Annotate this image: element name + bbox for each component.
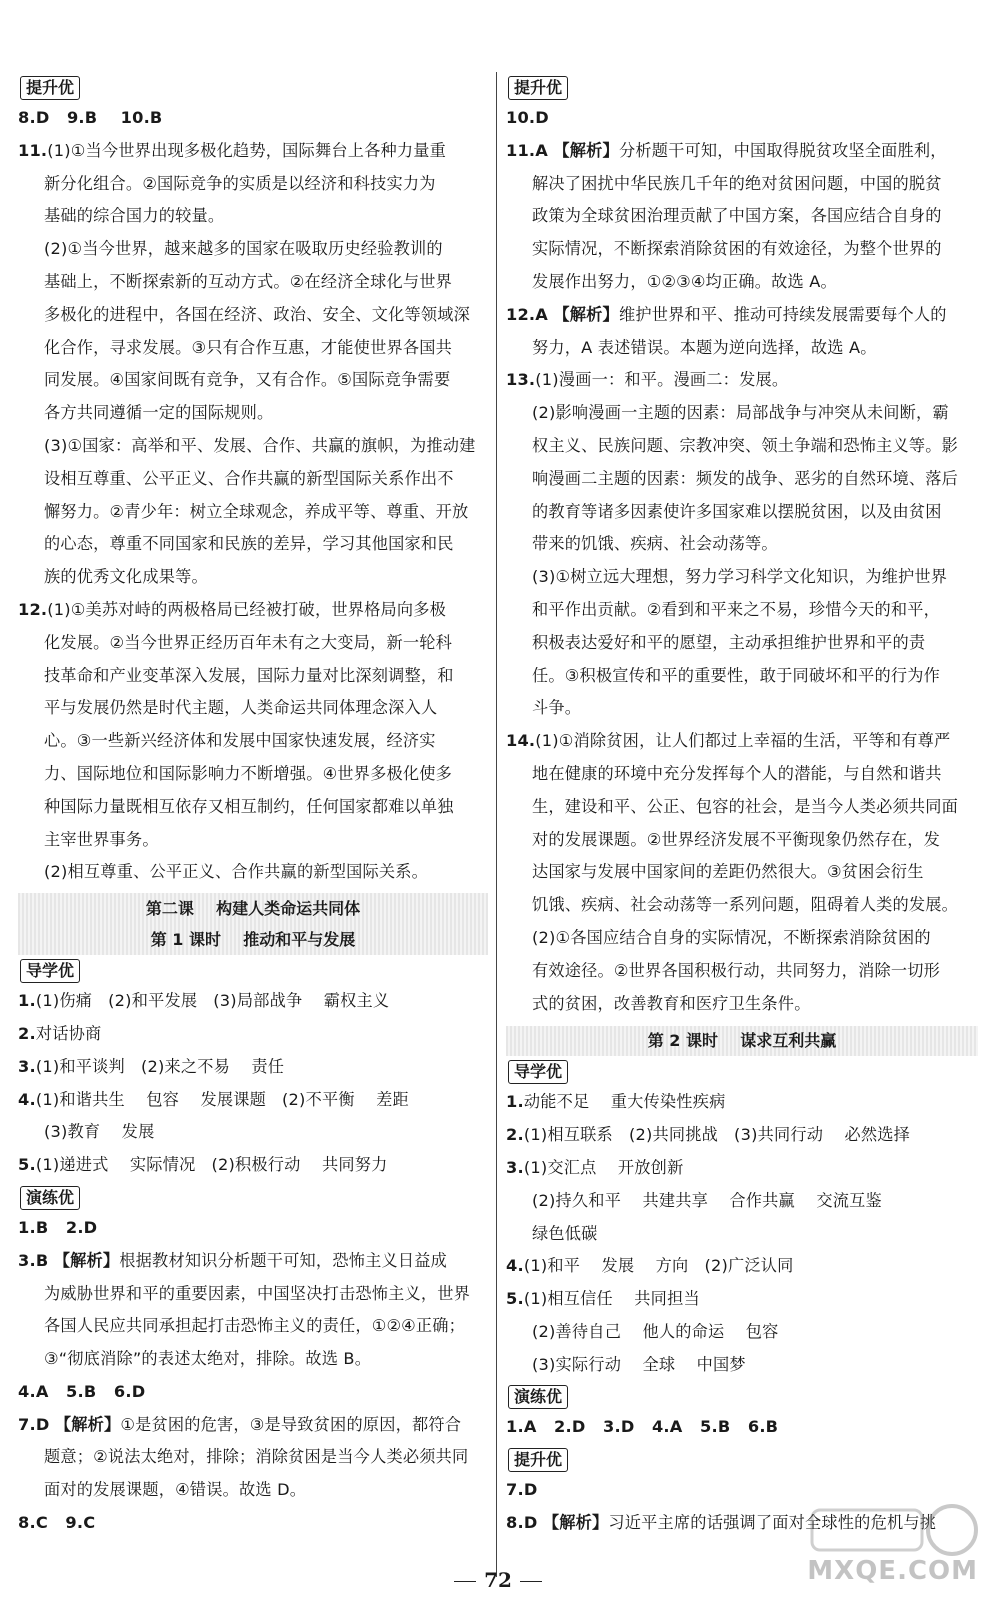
answer-line: 心。③一些新兴经济体和发展中国家快速发展，经济实 bbox=[44, 731, 436, 751]
answer-line: ③“彻底消除”的表述太绝对，排除。故选 B。 bbox=[44, 1349, 372, 1369]
answer-line: 任。③积极宣传和平的重要性，敢于同破坏和平的行为作 bbox=[532, 665, 941, 685]
answer-line: 实际情况，不断探索消除贫困的有效途径，为整个世界的 bbox=[532, 239, 942, 259]
answer-line: 化合作，寻求发展。③只有合作互惠，才能使世界各国共 bbox=[44, 337, 453, 357]
lesson-title: 第二课 构建人类命运共同体 bbox=[18, 893, 488, 925]
watermark-text: MXQE.COM bbox=[807, 1556, 978, 1586]
answer-line: (2)影响漫画一主题的因素：局部战争与冲突从未间断，霸 bbox=[532, 403, 949, 423]
answer-line: 的心态，尊重不同国家和民族的差异，学习其他国家和民 bbox=[44, 534, 454, 554]
section-title: 第 2 课时 谋求互利共赢 bbox=[506, 1026, 978, 1056]
answer-line: (3)教育 发展 bbox=[44, 1122, 155, 1142]
answer-line: 式的贫困，改善教育和医疗卫生条件。 bbox=[532, 993, 811, 1013]
answer-line: 设相互尊重、公平正义、合作共赢的新型国际关系作出不 bbox=[44, 468, 454, 488]
answer-line: 力、国际地位和国际影响力不断增强。④世界多极化使多 bbox=[44, 763, 453, 783]
answer-line: (2)①各国应结合自身的实际情况，不断探索消除贫困的 bbox=[532, 927, 931, 947]
answer-line: 化发展。②当今世界正经历百年未有之大变局，新一轮科 bbox=[44, 632, 453, 652]
answer-line: 技革命和产业变革深入发展，国际力量对比深刻调整，和 bbox=[44, 665, 454, 685]
answer-line: 懈努力。②青少年：树立全球观念，养成平等、尊重、开放 bbox=[44, 501, 469, 521]
answer-line: 7.D 【解析】①是贫困的危害，③是导致贫困的原因，都符合 bbox=[18, 1414, 462, 1434]
answer-line: 5.(1)递进式 实际情况 (2)积极行动 共同努力 bbox=[18, 1155, 388, 1175]
footer-dash-right bbox=[520, 1581, 542, 1582]
answer-line: 带来的饥饿、疾病、社会动荡等。 bbox=[532, 534, 778, 554]
answer-line: 面对的发展课题，④错误。故选 D。 bbox=[44, 1480, 307, 1500]
answer-line: 发展作出努力，①②③④均正确。故选 A。 bbox=[532, 271, 837, 291]
answer-line: 种国际力量既相互依存又相互制约，任何国家都难以单独 bbox=[44, 796, 454, 816]
section-tag-daoxue: 导学优 bbox=[508, 1060, 568, 1084]
column-divider bbox=[496, 72, 497, 1577]
answer-line: 多极化的进程中，各国在经济、政治、安全、文化等领域深 bbox=[44, 304, 471, 324]
answer-line: (2)善待自己 他人的命运 包容 bbox=[532, 1321, 779, 1341]
answer-line: 11.(1)①当今世界出现多极化趋势，国际舞台上各种力量重 bbox=[18, 140, 447, 160]
answer-line: 4.(1)和平 发展 方向 (2)广泛认同 bbox=[506, 1256, 794, 1276]
answer-line: 生，建设和平、公正、包容的社会，是当今人类必须共同面 bbox=[532, 796, 959, 816]
answer-line: 有效途径。②世界各国积极行动，共同努力，消除一切形 bbox=[532, 960, 941, 980]
section-tag-tisheng: 提升优 bbox=[508, 1448, 568, 1472]
answer-line: 绿色低碳 bbox=[532, 1223, 598, 1243]
answer-line: 响漫画二主题的因素：频发的战争、恶劣的自然环境、落后 bbox=[532, 468, 959, 488]
answer-line: 3.(1)和平谈判 (2)来之不易 责任 bbox=[18, 1056, 285, 1076]
answer-line: 达国家与发展中国家间的差距仍然很大。③贫困会衍生 bbox=[532, 862, 924, 882]
answer-line: 2.(1)相互联系 (2)共同挑战 (3)共同行动 必然选择 bbox=[506, 1125, 911, 1145]
answer-line: 解决了困扰中华民族几千年的绝对贫困问题，中国的脱贫 bbox=[532, 173, 942, 193]
answer-line: 积极表达爱好和平的愿望，主动承担维护世界和平的责 bbox=[532, 632, 926, 652]
answer-line: 2.对话协商 bbox=[18, 1023, 102, 1043]
answer-line: 题意；②说法太绝对，排除；消除贫困是当今人类必须共同 bbox=[44, 1447, 469, 1467]
answer-line: 10.D bbox=[506, 108, 549, 127]
answer-line: (2)持久和平 共建共享 合作共赢 交流互鉴 bbox=[532, 1190, 882, 1210]
section-tag-yanlian: 演练优 bbox=[508, 1385, 568, 1409]
answer-line: 3.B 【解析】根据教材知识分析题干可知，恐怖主义日益成 bbox=[18, 1250, 448, 1270]
section-title: 第 1 课时 推动和平与发展 bbox=[18, 925, 488, 955]
answer-line: (3)实际行动 全球 中国梦 bbox=[532, 1354, 746, 1374]
answer-line: 11.A 【解析】分析题干可知，中国取得脱贫攻坚全面胜利， bbox=[506, 140, 947, 160]
answer-line: 政策为全球贫困治理贡献了中国方案，各国应结合自身的 bbox=[532, 206, 942, 226]
answer-line: 各国人民应共同承担起打击恐怖主义的责任，①②④正确； bbox=[44, 1316, 466, 1336]
answer-line: (3)①树立远大理想，努力学习科学文化知识，为维护世界 bbox=[532, 567, 948, 587]
answer-line: 平与发展仍然是时代主题，人类命运共同体理念深入人 bbox=[44, 698, 438, 718]
answer-line: 努力，A 表述错误。本题为逆向选择，故选 A。 bbox=[532, 337, 877, 357]
answer-line: 8.C 9.C bbox=[18, 1513, 96, 1533]
footer-dash-left bbox=[454, 1581, 476, 1582]
answer-line: 8.D 9.B 10.B bbox=[18, 108, 163, 127]
answer-line: 1.(1)伤痛 (2)和平发展 (3)局部战争 霸权主义 bbox=[18, 991, 390, 1011]
answer-line: 对的发展课题。②世界经济发展不平衡现象仍然存在，发 bbox=[532, 829, 941, 849]
answer-line: 同发展。④国家间既有竞争，又有合作。⑤国际竞争需要 bbox=[44, 370, 451, 390]
answer-line: 新分化组合。②国际竞争的实质是以经济和科技实力为 bbox=[44, 173, 436, 193]
answer-line: 14.(1)①消除贫困，让人们都过上幸福的生活，平等和有尊严 bbox=[506, 731, 951, 751]
section-tag-daoxue: 导学优 bbox=[20, 959, 80, 983]
answer-line: 1.A 2.D 3.D 4.A 5.B 6.B bbox=[506, 1417, 779, 1437]
answer-line: 主宰世界事务。 bbox=[44, 829, 159, 849]
answer-line: 权主义、民族问题、宗教冲突、领土争端和恐怖主义等。影 bbox=[532, 435, 959, 455]
answer-line: 斗争。 bbox=[532, 698, 582, 718]
answer-line: 1.动能不足 重大传染性疾病 bbox=[506, 1092, 726, 1112]
answer-line: 为威胁世界和平的重要因素，中国坚决打击恐怖主义，世界 bbox=[44, 1283, 471, 1303]
section-tag-tisheng: 提升优 bbox=[20, 76, 80, 100]
answer-line: 族的优秀文化成果等。 bbox=[44, 567, 208, 587]
answer-line: 基础上，不断探索新的互动方式。②在经济全球化与世界 bbox=[44, 271, 453, 291]
answer-line: 基础的综合国力的较量。 bbox=[44, 206, 225, 226]
answer-line: (2)相互尊重、公平正义、合作共赢的新型国际关系。 bbox=[44, 862, 429, 882]
answer-line: 8.D 【解析】习近平主席的话强调了面对全球性的危机与挑 bbox=[506, 1513, 937, 1533]
left-column bbox=[18, 72, 488, 1540]
answer-line: 4.A 5.B 6.D bbox=[18, 1381, 146, 1401]
page-number: 72 bbox=[484, 1568, 512, 1592]
answer-line: 4.(1)和谐共生 包容 发展课题 (2)不平衡 差距 bbox=[18, 1089, 409, 1109]
section-tag-tisheng: 提升优 bbox=[508, 76, 568, 100]
answer-line: 的教育等诸多因素使许多国家难以摆脱贫困，以及由贫困 bbox=[532, 501, 942, 521]
answer-line: 1.B 2.D bbox=[18, 1217, 98, 1237]
answer-line: (2)①当今世界，越来越多的国家在吸取历史经验教训的 bbox=[44, 239, 443, 259]
answer-line: 12.A 【解析】维护世界和平、推动可持续发展需要每个人的 bbox=[506, 304, 947, 324]
answer-line: 和平作出贡献。②看到和平来之不易，珍惜今天的和平， bbox=[532, 599, 941, 619]
answer-line: 饥饿、疾病、社会动荡等一系列问题，阻碍着人类的发展。 bbox=[532, 895, 959, 915]
answer-line: 12.(1)①美苏对峙的两极格局已经被打破，世界格局向多极 bbox=[18, 599, 447, 619]
answer-line: 13.(1)漫画一：和平。漫画二：发展。 bbox=[506, 370, 789, 390]
answer-line: (3)①国家：高举和平、发展、合作、共赢的旗帜，为推动建 bbox=[44, 435, 476, 455]
right-column bbox=[506, 72, 978, 1540]
section-tag-yanlian: 演练优 bbox=[20, 1186, 80, 1210]
page-footer bbox=[0, 1568, 996, 1592]
answer-line: 7.D bbox=[506, 1480, 538, 1500]
answer-line: 3.(1)交汇点 开放创新 bbox=[506, 1157, 684, 1177]
answer-line: 各方共同遵循一定的国际规则。 bbox=[44, 403, 274, 423]
answer-line: 5.(1)相互信任 共同担当 bbox=[506, 1289, 700, 1309]
answer-line: 地在健康的环境中充分发挥每个人的潜能，与自然和谐共 bbox=[532, 763, 942, 783]
